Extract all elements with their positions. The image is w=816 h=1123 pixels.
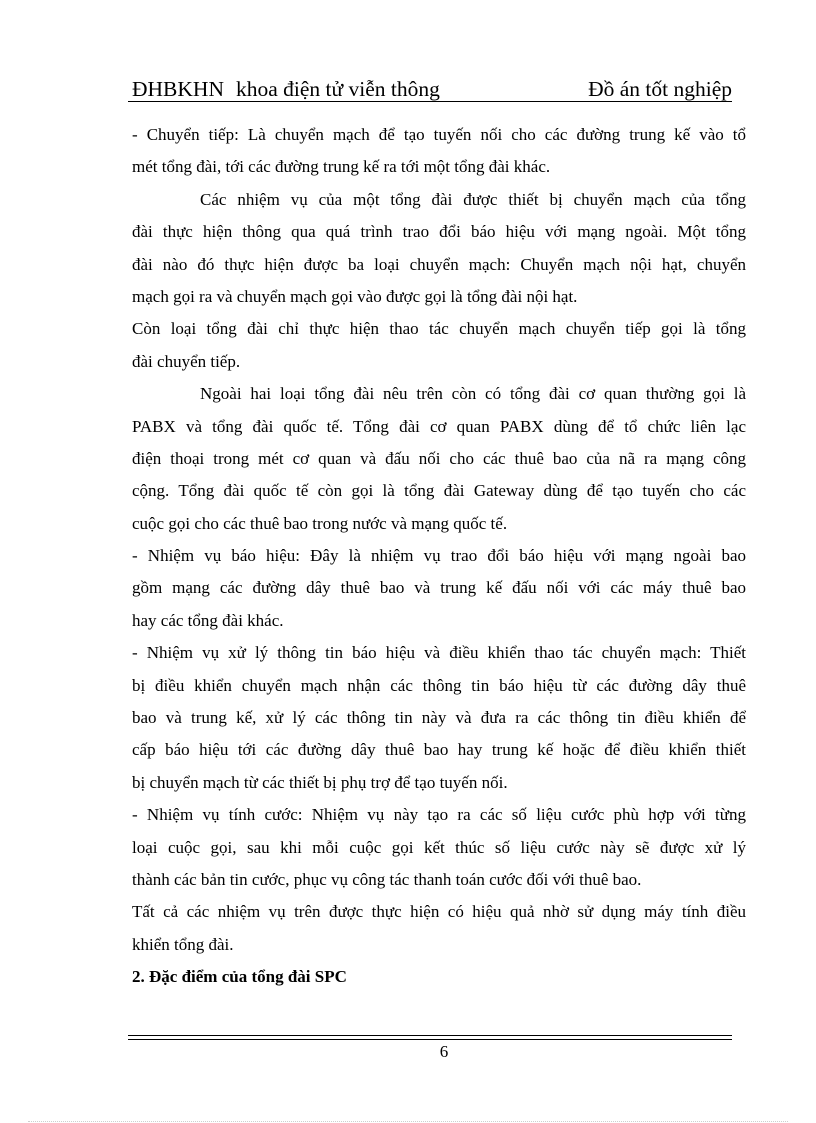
text-line: bị chuyển mạch từ các thiết bị phụ trợ để tạo tuyến nối. (132, 772, 508, 792)
text-line: cuộc gọi cho các thuê bao trong nước và mạng quốc tế. (132, 513, 508, 533)
text-line: thành các bản tin cước, phục vụ công tác thanh toán cước đối với thuê bao. (132, 869, 642, 889)
page-number: 6 (439, 1042, 449, 1061)
header-department: khoa điện tử viễn thông (235, 77, 440, 101)
text-line: bị điều khiển chuyển mạch nhận các thông tin báo hiệu từ các đường dây thuê (132, 675, 746, 695)
text-line: bao và trung kế, xử lý các thông tin này và đưa ra các thông tin điều khiển để (132, 708, 746, 728)
footer-rule (128, 1035, 732, 1040)
section-heading: 2. Đặc điểm của tổng đài SPC (132, 967, 347, 987)
text-line: khiển tổng đài. (132, 934, 234, 954)
text-line: - Nhiệm vụ xử lý thông tin báo hiệu và điều khiển thao tác chuyển mạch: Thiết (132, 643, 746, 663)
text-line: mạch gọi ra và chuyển mạch gọi vào được gọi là tổng đài nội hạt. (132, 286, 578, 306)
header-left (132, 74, 440, 104)
text-line: - Chuyển tiếp: Là chuyển mạch để tạo tuyến nối cho các đường trung kế vào tổ (132, 125, 746, 144)
page-header (128, 74, 732, 104)
text-line: Ngoài hai loại tổng đài nêu trên còn có tổng đài cơ quan thường gọi là (200, 384, 746, 404)
text-line: đài thực hiện thông qua quá trình trao đổi báo hiệu với mạng ngoài. Một tổng (132, 222, 746, 242)
header-title: Đồ án tốt nghiệp (588, 77, 732, 101)
text-line: loại cuộc gọi, sau khi mỗi cuộc gọi kết thúc số liệu cước này sẽ được xử lý (132, 837, 746, 857)
document-body (132, 119, 746, 994)
text-line: hay các tổng đài khác. (132, 610, 284, 630)
text-line: đài nào đó thực hiện được ba loại chuyển mạch: Chuyển mạch nội hạt, chuyển (132, 254, 746, 274)
page-boundary (28, 1121, 788, 1122)
text-line: cấp báo hiệu tới các đường dây thuê bao hay trung kế hoặc để điều khiển thiết (132, 740, 746, 760)
text-line: PABX và tổng đài quốc tế. Tổng đài cơ quan PABX dùng để tổ chức liên lạc (132, 416, 746, 436)
text-line: Tất cả các nhiệm vụ trên được thực hiện có hiệu quả nhờ sử dụng máy tính điều (132, 902, 746, 922)
text-line: - Nhiệm vụ báo hiệu: Đây là nhiệm vụ trao đổi báo hiệu với mạng ngoài bao (132, 546, 746, 566)
header-rule (128, 101, 732, 102)
text-line: gồm mạng các đường dây thuê bao và trung kế đấu nối với các máy thuê bao (132, 578, 746, 598)
text-line: - Nhiệm vụ tính cước: Nhiệm vụ này tạo ra các số liệu cước phù hợp với từng (132, 805, 746, 825)
header-org: ĐHBKHN (132, 77, 224, 101)
text-line: cộng. Tổng đài quốc tế còn gọi là tổng đài Gateway dùng để tạo tuyến cho các (132, 481, 746, 501)
text-line: Còn loại tổng đài chỉ thực hiện thao tác chuyển mạch chuyển tiếp gọi là tổng (132, 319, 746, 339)
text-line: Các nhiệm vụ của một tổng đài được thiết bị chuyển mạch của tổng (200, 189, 746, 209)
text-line: điện thoại trong mét cơ quan và đấu nối cho các thuê bao của nã ra mạng công (132, 448, 746, 468)
text-line: đài chuyển tiếp. (132, 351, 241, 371)
text-line: mét tổng đài, tới các đường trung kế ra tới một tổng đài khác. (132, 157, 551, 177)
